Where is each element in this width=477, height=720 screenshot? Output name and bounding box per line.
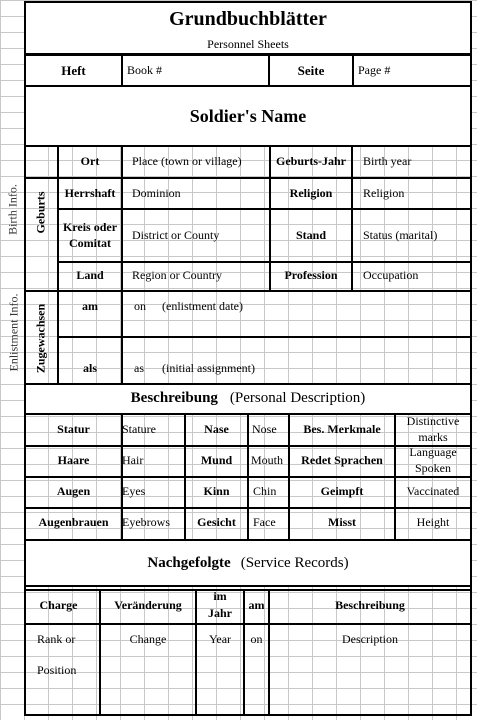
side-label-birth: Birth Info. [5,184,20,235]
kreis-label-line1: Kreis oder [62,220,118,234]
on-service-label: on [250,632,263,646]
enlistment-date-field[interactable]: (enlistment date) [162,299,243,313]
im-header: im [213,589,227,603]
district-field[interactable]: District or County [132,228,220,242]
herrshaft-label: Herrshaft [64,186,116,200]
book-number-field[interactable]: Book # [127,63,163,77]
soldier-name-field[interactable]: Soldier's Name [189,106,307,126]
year-label: Year [208,632,232,646]
ort-label: Ort [80,154,100,168]
augenbrauen-label: Augenbrauen [38,515,109,529]
heft-label: Heft [61,63,86,78]
page-number-field[interactable]: Page # [358,63,391,77]
land-label: Land [76,268,104,282]
service-records-heading: (Service Records) [240,555,349,571]
beschreibung-header: Beschreibung [335,598,405,612]
geburtsjahr-label: Geburts-Jahr [276,154,346,168]
vaccinated-field[interactable]: Vaccinated [406,484,460,498]
nase-label: Nase [204,422,229,436]
position-label: Position [37,663,77,677]
eyebrows-field[interactable]: Eyebrows [122,515,170,529]
statur-label: Statur [57,422,90,436]
face-field[interactable]: Face [253,515,276,529]
profession-label: Profession [284,268,338,282]
mouth-field[interactable]: Mouth [251,453,284,467]
place-field[interactable]: Place (town or village) [132,154,242,168]
on-label: on [134,299,146,313]
rank-or-label: Rank or [37,632,76,646]
am-label: am [82,299,98,313]
distinctive-marks-line2[interactable]: marks [418,430,448,444]
seite-label: Seite [297,63,325,78]
as-label: as [134,361,144,375]
initial-assignment-field[interactable]: (initial assignment) [162,361,255,375]
personnel-sheet [24,1,472,716]
side-label-enlistment: Enlistment Info. [6,293,21,372]
birth-year-field[interactable]: Birth year [363,154,412,168]
als-label: als [82,361,97,375]
mund-label: Mund [200,453,233,467]
haare-label: Haare [57,453,90,467]
nose-field[interactable]: Nose [252,422,277,436]
kreis-label-line2: Comitat [69,236,111,250]
height-field[interactable]: Height [416,515,450,529]
veraenderung-header: Veränderung [114,598,182,612]
gesicht-label: Gesicht [197,515,236,529]
stand-label: Stand [295,228,327,242]
distinctive-marks-line1[interactable]: Distinctive [406,414,460,428]
augen-label: Augen [56,484,91,498]
marital-status-field[interactable]: Status (marital) [363,228,438,242]
jahr-header: Jahr [208,606,232,620]
merkmale-label: Bes. Merkmale [303,422,381,436]
sprachen-label: Redet Sprachen [301,453,383,467]
service-heading [24,555,472,571]
sheet-subtitle: Personnel Sheets [207,37,289,51]
occupation-field[interactable]: Occupation [363,268,419,282]
description-label: Description [342,632,398,646]
region-field[interactable]: Region or Country [132,268,222,282]
personal-description-heading: (Personal Description) [229,390,366,406]
religion-field[interactable]: Religion [363,186,405,200]
misst-label: Misst [328,515,356,529]
eyes-field[interactable]: Eyes [122,484,146,498]
beschreibung-heading: Beschreibung [130,390,218,406]
change-label: Change [129,632,167,646]
religion-label: Religion [289,186,333,200]
geimpft-label: Geimpft [320,484,364,498]
kinn-label: Kinn [203,484,230,498]
language-spoken-line1[interactable]: Language [409,445,457,459]
description-heading [24,390,472,406]
hair-field[interactable]: Hair [122,453,144,467]
nachgefolgte-heading: Nachgefolgte [147,555,231,571]
dominion-field[interactable]: Dominion [132,186,181,200]
stature-field[interactable]: Stature [122,422,156,436]
chin-field[interactable]: Chin [253,484,277,498]
zugewachsen-label: Zugewachsen [33,303,48,374]
charge-header: Charge [39,598,78,612]
geburts-label: Geburts [33,191,48,234]
am-header: am [248,598,265,612]
language-spoken-line2[interactable]: Spoken [415,461,451,475]
sheet-title: Grundbuchblätter [169,8,327,30]
